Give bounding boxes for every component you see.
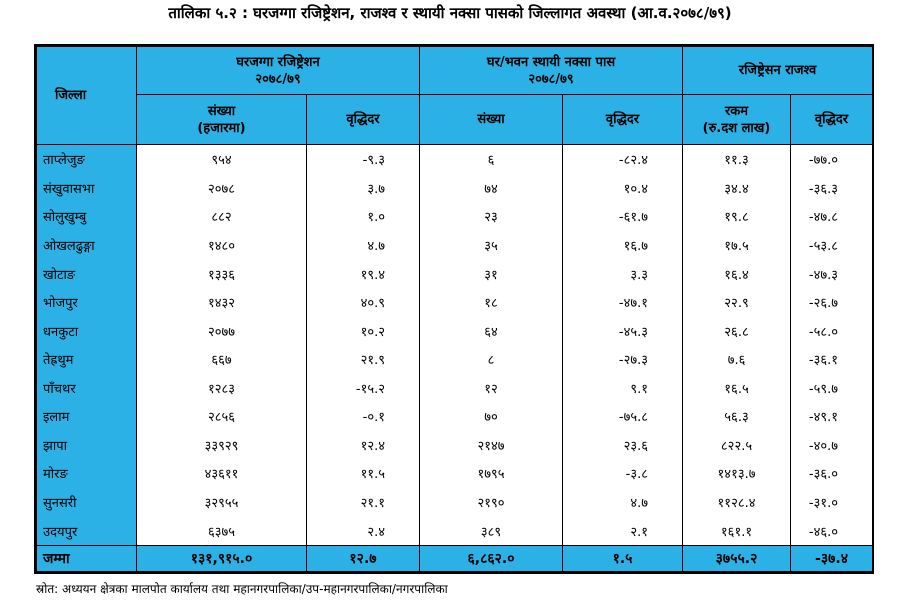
land-count: २०७८ [137, 174, 307, 203]
district-table [36, 46, 873, 572]
table-row [37, 431, 873, 460]
revenue-amount: १९.८ [683, 202, 791, 231]
permit-count: २१९० [420, 488, 563, 517]
district-name: सोलुखुम्बु [37, 202, 137, 231]
land-count: ६३७५ [137, 516, 307, 545]
header-registration-revenue: रजिष्ट्रेसन राजश्व [683, 47, 873, 95]
permit-growth: -४५.३ [563, 316, 683, 345]
revenue-amount: ७.६ [683, 345, 791, 374]
header-land-registration [137, 47, 420, 95]
land-count: ३३९२९ [137, 431, 307, 460]
land-count: ६६७ [137, 345, 307, 374]
district-name: मोरङ [37, 459, 137, 488]
revenue-growth: -३१.० [791, 488, 873, 517]
land-growth: १.० [307, 202, 420, 231]
district-name: उदयपुर [37, 516, 137, 545]
revenue-growth: -७७.० [791, 145, 873, 174]
permit-count: ३८९ [420, 516, 563, 545]
revenue-growth: -५९.७ [791, 373, 873, 402]
table-row [37, 145, 873, 174]
revenue-amount: ३४.४ [683, 174, 791, 203]
land-count: १३३६ [137, 259, 307, 288]
land-growth: ३.७ [307, 174, 420, 203]
table-row [37, 488, 873, 517]
land-growth: -१५.२ [307, 373, 420, 402]
permit-growth: ३.३ [563, 259, 683, 288]
table-row [37, 516, 873, 545]
permit-growth: १६.७ [563, 231, 683, 260]
total-label: जम्मा [37, 546, 137, 572]
permit-growth: ९.१ [563, 373, 683, 402]
district-name: पाँचथर [37, 373, 137, 402]
revenue-growth: -५३.८ [791, 231, 873, 260]
revenue-growth: -४०.७ [791, 431, 873, 460]
header-land-registration-year: २०७८/७९ [255, 71, 301, 87]
district-name: खोटाङ [37, 259, 137, 288]
revenue-growth: -२६.७ [791, 288, 873, 317]
revenue-growth: -४७.३ [791, 259, 873, 288]
table-row [37, 459, 873, 488]
revenue-growth: -४६.० [791, 516, 873, 545]
header-district: जिल्ला [37, 47, 137, 145]
revenue-amount: ११२८.४ [683, 488, 791, 517]
permit-count: ३५ [420, 231, 563, 260]
permit-growth: -३.८ [563, 459, 683, 488]
total-permit-growth: १.५ [563, 546, 683, 572]
district-name: संखुवासभा [37, 174, 137, 203]
revenue-growth: -४९.१ [791, 402, 873, 431]
permit-growth: ४.७ [563, 488, 683, 517]
land-growth: ४०.९ [307, 288, 420, 317]
table-title: तालिका ५.२ : घरजग्गा रजिष्ट्रेशन, राजश्व र स्थायी नक्सा पासको जिल्लागत अवस्था (आ.व.२०७८/७९) [168, 4, 732, 22]
table-row [37, 174, 873, 203]
permit-growth: -४७.१ [563, 288, 683, 317]
table-row [37, 402, 873, 431]
table-row [37, 288, 873, 317]
land-growth: १९.४ [307, 259, 420, 288]
header-land-registration-title: घरजग्गा रजिष्ट्रेशन [236, 54, 320, 70]
table-row [37, 202, 873, 231]
land-growth: २१.९ [307, 345, 420, 374]
header-count-thousands [137, 95, 307, 145]
table-frame [34, 44, 874, 574]
revenue-growth: -५८.० [791, 316, 873, 345]
revenue-amount: १६.४ [683, 259, 791, 288]
table-body [37, 145, 873, 546]
table-row [37, 231, 873, 260]
header-building-permit-title: घर/भवन स्थायी नक्सा पास [486, 54, 616, 70]
total-permit-count: ६,८६२.० [420, 546, 563, 572]
land-growth: २.४ [307, 516, 420, 545]
revenue-growth: -३६.३ [791, 174, 873, 203]
land-count: २०७७ [137, 316, 307, 345]
total-row [37, 546, 873, 572]
land-count: ३२९५५ [137, 488, 307, 517]
header-growth-1: वृद्धिदर [307, 95, 420, 145]
district-name: धनकुटा [37, 316, 137, 345]
land-count: २८५६ [137, 402, 307, 431]
land-growth: -९.३ [307, 145, 420, 174]
land-growth: ४.७ [307, 231, 420, 260]
header-count-label: संख्या [207, 103, 236, 119]
permit-count: ८ [420, 345, 563, 374]
table-row [37, 316, 873, 345]
permit-growth: -८२.४ [563, 145, 683, 174]
land-growth: १०.२ [307, 316, 420, 345]
table-row [37, 345, 873, 374]
land-growth: १२.४ [307, 431, 420, 460]
total-land-count: १३१,९१५.० [137, 546, 307, 572]
header-growth-3: वृद्धिदर [791, 95, 873, 145]
revenue-amount: २६.८ [683, 316, 791, 345]
district-name: भोजपुर [37, 288, 137, 317]
revenue-amount: १४१३.७ [683, 459, 791, 488]
district-name: तेह्रथुम [37, 345, 137, 374]
land-count: १४३२ [137, 288, 307, 317]
header-growth-2: वृद्धिदर [563, 95, 683, 145]
permit-growth: -६१.७ [563, 202, 683, 231]
revenue-growth: -३६.० [791, 459, 873, 488]
permit-count: ६ [420, 145, 563, 174]
revenue-growth: -३६.१ [791, 345, 873, 374]
permit-growth: २३.६ [563, 431, 683, 460]
revenue-growth: -४७.८ [791, 202, 873, 231]
district-name: झापा [37, 431, 137, 460]
header-count-2: संख्या [420, 95, 563, 145]
revenue-amount: ५६.३ [683, 402, 791, 431]
district-name: ताप्लेजुङ [37, 145, 137, 174]
permit-growth: १०.४ [563, 174, 683, 203]
permit-count: ३१ [420, 259, 563, 288]
revenue-amount: ८२२.५ [683, 431, 791, 460]
table-row [37, 373, 873, 402]
permit-count: ७४ [420, 174, 563, 203]
revenue-amount: १६१.१ [683, 516, 791, 545]
land-count: ९५४ [137, 145, 307, 174]
permit-growth: -२७.३ [563, 345, 683, 374]
permit-growth: २.१ [563, 516, 683, 545]
permit-count: २१४७ [420, 431, 563, 460]
header-amount-label: रकम [724, 103, 749, 119]
revenue-amount: १७.५ [683, 231, 791, 260]
land-count: ८८२ [137, 202, 307, 231]
total-revenue-amount: ३७५५.२ [683, 546, 791, 572]
total-land-growth: १२.७ [307, 546, 420, 572]
revenue-amount: ११.३ [683, 145, 791, 174]
land-count: ४३६११ [137, 459, 307, 488]
permit-count: १७९५ [420, 459, 563, 488]
permit-count: १८ [420, 288, 563, 317]
district-name: सुनसरी [37, 488, 137, 517]
table-row [37, 259, 873, 288]
district-name: ओखलढुङ्गा [37, 231, 137, 260]
permit-growth: -७५.८ [563, 402, 683, 431]
revenue-amount: १६.५ [683, 373, 791, 402]
source-note: स्रोत: अध्ययन क्षेत्रका मालपोत कार्यालय तथा महानगरपालिका/उप-महानगरपालिका/नगरपालिका [36, 582, 448, 596]
land-growth: २१.१ [307, 488, 420, 517]
header-amount-unit: (रु.दश लाख) [702, 120, 771, 136]
header-amount [683, 95, 791, 145]
permit-count: ७० [420, 402, 563, 431]
header-building-permit [420, 47, 683, 95]
total-revenue-growth: -३७.४ [791, 546, 873, 572]
land-growth: ११.५ [307, 459, 420, 488]
land-growth: -०.१ [307, 402, 420, 431]
permit-count: ६४ [420, 316, 563, 345]
permit-count: १२ [420, 373, 563, 402]
header-building-permit-year: २०७८/७९ [528, 71, 574, 87]
permit-count: २३ [420, 202, 563, 231]
district-name: इलाम [37, 402, 137, 431]
land-count: १४८० [137, 231, 307, 260]
revenue-amount: २२.९ [683, 288, 791, 317]
header-count-unit: (हजारमा) [197, 120, 246, 136]
land-count: १२८३ [137, 373, 307, 402]
